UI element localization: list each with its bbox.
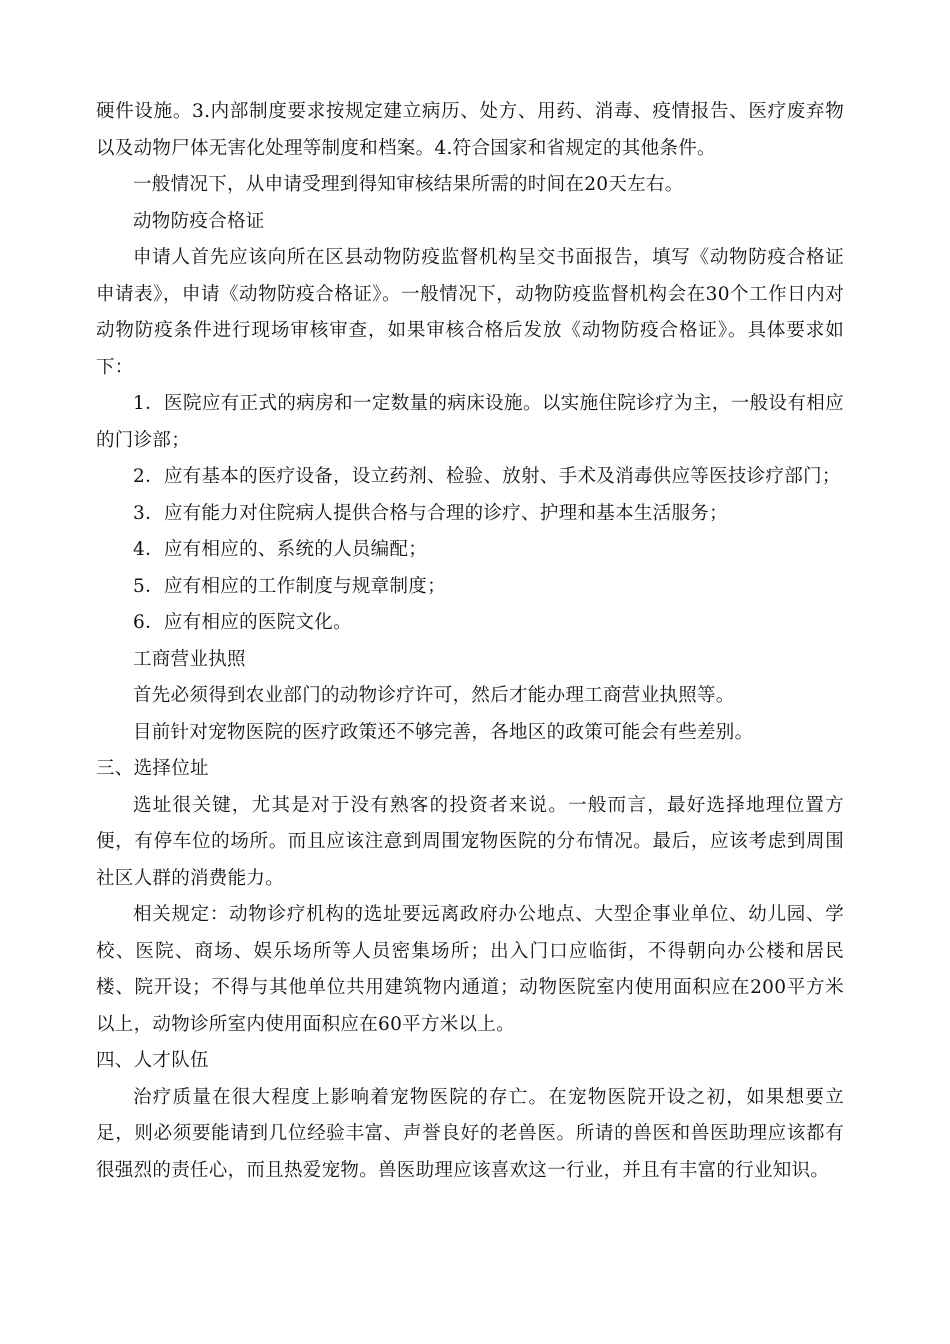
paragraph-review-time: 一般情况下，从申请受理到得知审核结果所需的时间在20天左右。 (133, 174, 684, 195)
list-item-3: 3．应有能力对住院病人提供合格与合理的诊疗、护理和基本生活服务； (133, 502, 728, 524)
subheading-business-license: 工商营业执照 (133, 648, 246, 670)
section-heading-talent: 四、人才队伍 (96, 1050, 209, 1071)
paragraph-location-regulations: 相关规定：动物诊疗机构的选址要远离政府办公地点、大型企事业单位、幼儿园、学校、医院、商场、娱乐场所等人员密集场所；出入门口应临街，不得朝向办公楼和居民楼、院开设；不得与其他单位共用建筑物内通道；动物医院室内使用面积应在200平方米以上，动物诊所室内使用面积应在60平方米以上。 (96, 904, 844, 1035)
list-item-5: 5．应有相应的工作制度与规章制度； (133, 575, 446, 597)
list-item-6: 6．应有相应的医院文化。 (133, 612, 352, 633)
paragraph-license-requirement: 首先必须得到农业部门的动物诊疗许可，然后才能办理工商营业执照等。 (133, 685, 735, 706)
subheading-epidemic-certificate: 动物防疫合格证 (133, 210, 265, 232)
section-heading-location: 三、选择位址 (96, 758, 209, 779)
paragraph-location-choice: 选址很关键，尤其是对于没有熟客的投资者来说。一般而言，最好选择地理位置方便，有停车位的场所。而且应该注意到周围宠物医院的分布情况。最后，应该考虑到周围社区人群的消费能力。 (96, 794, 844, 889)
paragraph-hardware-conditions: 硬件设施。3.内部制度要求按规定建立病历、处方、用药、消毒、疫情报告、医疗废弃物以及动物尸体无害化处理等制度和档案。4.符合国家和省规定的其他条件。 (96, 101, 844, 159)
paragraph-talent-team: 治疗质量在很大程度上影响着宠物医院的存亡。在宠物医院开设之初，如果想要立足，则必须要能请到几位经验丰富、声誉良好的老兽医。所请的兽医和兽医助理应该都有很强烈的责任心，而且热爱宠物。兽医助理应该喜欢这一行业，并且有丰富的行业知识。 (96, 1086, 844, 1181)
list-item-1: 1．医院应有正式的病房和一定数量的病床设施。以实施住院诊疗为主，一般设有相应的门诊部； (96, 393, 844, 451)
paragraph-policy-note: 目前针对宠物医院的医疗政策还不够完善，各地区的政策可能会有些差别。 (133, 721, 754, 743)
list-item-2: 2．应有基本的医疗设备，设立药剂、检验、放射、手术及消毒供应等医技诊疗部门； (133, 466, 841, 487)
paragraph-certificate-application: 申请人首先应该向所在区县动物防疫监督机构呈交书面报告，填写《动物防疫合格证申请表》，申请《动物防疫合格证》。一般情况下，动物防疫监督机构会在30个工作日内对动物防疫条件进行现场审核审查，如果审核合格后发放《动物防疫合格证》。具体要求如下： (96, 247, 844, 378)
list-item-4: 4．应有相应的、系统的人员编配； (133, 539, 428, 560)
document-body (96, 94, 844, 1189)
